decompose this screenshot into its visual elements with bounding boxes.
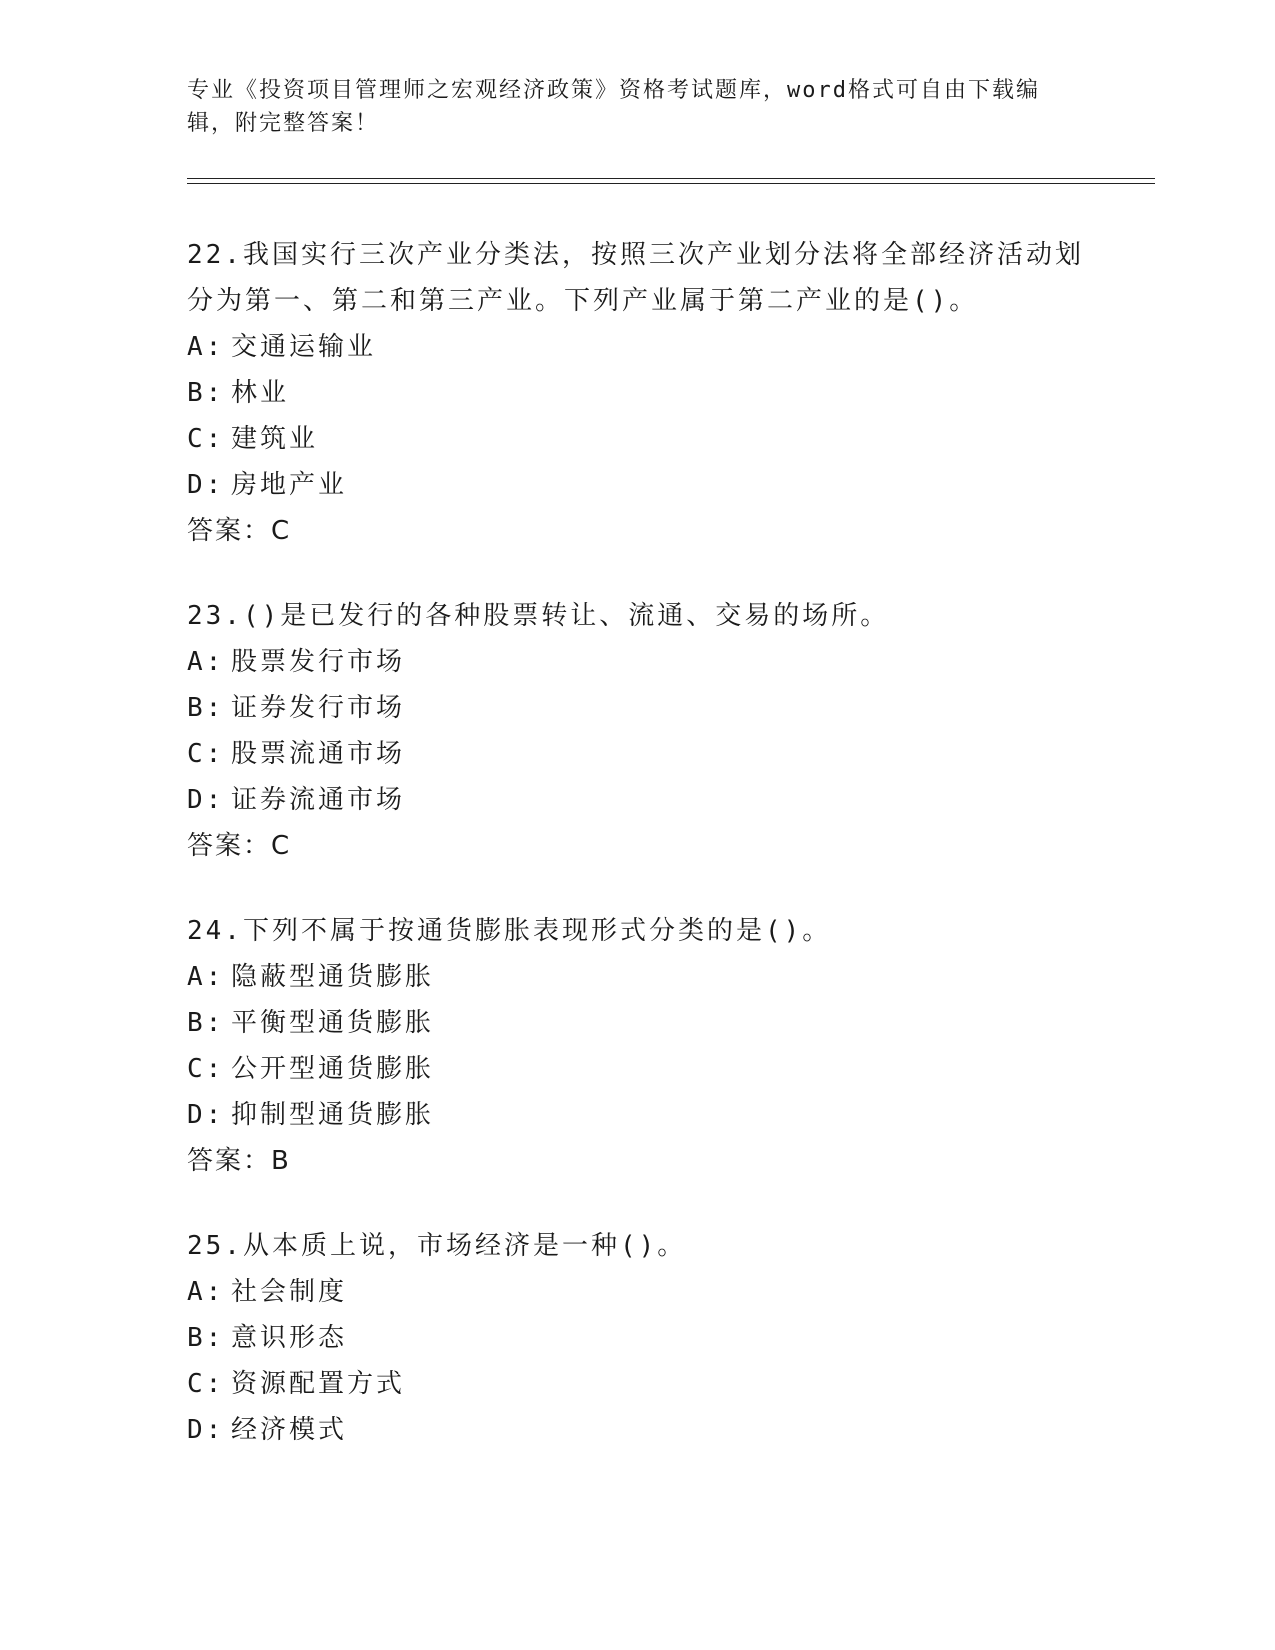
option-key: A: bbox=[187, 332, 225, 362]
option-key: C: bbox=[187, 1369, 225, 1399]
option-text: 股票发行市场 bbox=[231, 647, 406, 677]
question-25 bbox=[187, 1223, 1087, 1453]
option-c bbox=[187, 1046, 1087, 1092]
question-stem: 24.下列不属于按通货膨胀表现形式分类的是()。 bbox=[187, 916, 832, 946]
option-d bbox=[187, 1407, 1087, 1453]
question-stem: 23.()是已发行的各种股票转让、流通、交易的场所。 bbox=[187, 601, 890, 631]
answer-line: 答案：B bbox=[187, 1146, 291, 1176]
option-text: 证券流通市场 bbox=[231, 785, 406, 815]
header-divider-bottom bbox=[187, 183, 1155, 184]
option-text: 社会制度 bbox=[231, 1277, 348, 1307]
option-text: 平衡型通货膨胀 bbox=[231, 1008, 435, 1038]
question-23 bbox=[187, 593, 1087, 869]
option-c bbox=[187, 416, 1087, 462]
option-text: 意识形态 bbox=[231, 1323, 348, 1353]
option-key: A: bbox=[187, 962, 225, 992]
option-key: C: bbox=[187, 1054, 225, 1084]
option-text: 交通运输业 bbox=[231, 332, 377, 362]
option-c bbox=[187, 731, 1087, 777]
option-key: B: bbox=[187, 693, 225, 723]
question-24 bbox=[187, 908, 1087, 1184]
option-text: 股票流通市场 bbox=[231, 739, 406, 769]
option-text: 经济模式 bbox=[231, 1415, 348, 1445]
option-text: 隐蔽型通货膨胀 bbox=[231, 962, 435, 992]
option-key: D: bbox=[187, 470, 225, 500]
option-key: A: bbox=[187, 1277, 225, 1307]
option-key: C: bbox=[187, 739, 225, 769]
header-divider-top bbox=[187, 178, 1155, 179]
option-text: 公开型通货膨胀 bbox=[231, 1054, 435, 1084]
option-b bbox=[187, 370, 1087, 416]
option-key: D: bbox=[187, 1415, 225, 1445]
option-b bbox=[187, 1000, 1087, 1046]
option-text: 林业 bbox=[231, 378, 290, 408]
answer-line: 答案：C bbox=[187, 831, 292, 861]
option-key: B: bbox=[187, 1008, 225, 1038]
option-text: 证券发行市场 bbox=[231, 693, 406, 723]
option-text: 建筑业 bbox=[231, 424, 319, 454]
option-b bbox=[187, 1315, 1087, 1361]
option-a bbox=[187, 639, 1087, 685]
option-key: D: bbox=[187, 785, 225, 815]
option-text: 抑制型通货膨胀 bbox=[231, 1100, 435, 1130]
option-d bbox=[187, 462, 1087, 508]
option-d bbox=[187, 777, 1087, 823]
option-text: 房地产业 bbox=[231, 470, 348, 500]
answer-line: 答案：C bbox=[187, 516, 292, 546]
option-text: 资源配置方式 bbox=[231, 1369, 406, 1399]
question-stem: 25.从本质上说，市场经济是一种()。 bbox=[187, 1231, 687, 1261]
option-c bbox=[187, 1361, 1087, 1407]
option-key: C: bbox=[187, 424, 225, 454]
question-stem: 22.我国实行三次产业分类法，按照三次产业划分法将全部经济活动划分为第一、第二和第三产业。下列产业属于第二产业的是()。 bbox=[187, 240, 1084, 316]
option-a bbox=[187, 1269, 1087, 1315]
option-key: B: bbox=[187, 378, 225, 408]
option-b bbox=[187, 685, 1087, 731]
option-key: B: bbox=[187, 1323, 225, 1353]
option-a bbox=[187, 954, 1087, 1000]
document-header: 专业《投资项目管理师之宏观经济政策》资格考试题库，word格式可自由下载编辑，附完整答案！ bbox=[187, 78, 1040, 136]
option-key: A: bbox=[187, 647, 225, 677]
option-d bbox=[187, 1092, 1087, 1138]
option-a bbox=[187, 324, 1087, 370]
question-22 bbox=[187, 232, 1087, 554]
option-key: D: bbox=[187, 1100, 225, 1130]
